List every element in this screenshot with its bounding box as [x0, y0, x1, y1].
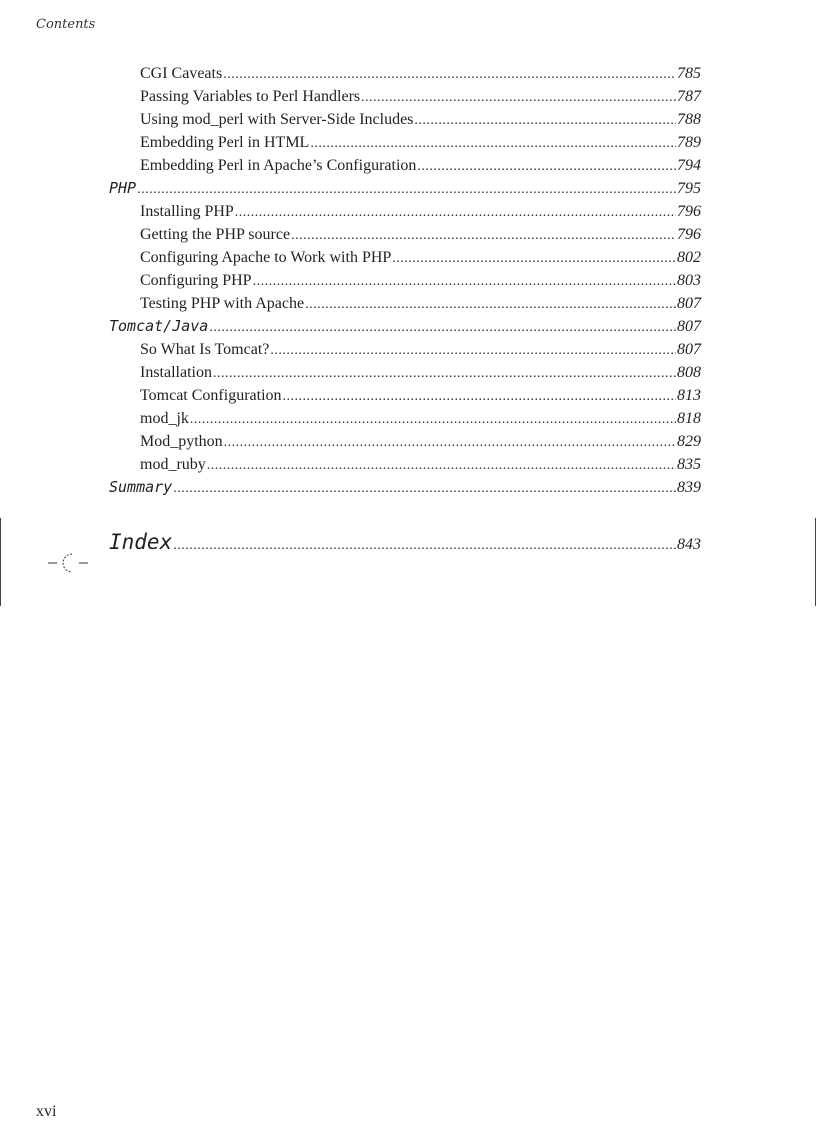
toc-entry-page: 835: [677, 456, 701, 473]
dot-leader: [310, 132, 676, 155]
toc-section-entry[interactable]: [109, 177, 701, 200]
toc-entry-page: 807: [677, 341, 701, 358]
toc-entry[interactable]: [109, 407, 701, 430]
toc-entry-page: 796: [677, 203, 701, 220]
toc-entry-title: Summary: [109, 478, 173, 496]
toc-entry-title: Configuring PHP: [140, 272, 252, 289]
dot-leader: [213, 362, 676, 385]
toc-entry-title: Index: [109, 530, 173, 554]
toc-entry-title: Using mod_perl with Server-Side Includes: [140, 111, 414, 128]
toc-entry[interactable]: [109, 361, 701, 384]
toc-entry-page: 839: [677, 479, 701, 496]
toc-entry-title: Installation: [140, 364, 212, 381]
toc-entry-page: 795: [677, 180, 701, 197]
toc-entry[interactable]: [109, 384, 701, 407]
toc-entry-page: 796: [677, 226, 701, 243]
dot-leader: [173, 477, 676, 500]
dot-leader: [173, 531, 676, 561]
crop-mark-left: [0, 518, 1, 606]
toc-entry[interactable]: [109, 269, 701, 292]
toc-entry-title: PHP: [109, 179, 137, 197]
toc-entry-page: 789: [677, 134, 701, 151]
toc-entry-page: 787: [677, 88, 701, 105]
toc-entry-title: Configuring Apache to Work with PHP: [140, 249, 392, 266]
dot-leader: [235, 201, 676, 224]
toc-entry[interactable]: [109, 430, 701, 453]
toc-entry-page: 829: [677, 433, 701, 450]
dot-leader: [209, 316, 676, 339]
dot-leader: [361, 86, 676, 109]
toc-chapter-entry[interactable]: [109, 527, 701, 557]
toc-entry-title: CGI Caveats: [140, 65, 223, 82]
dot-leader: [291, 224, 676, 247]
dot-leader: [137, 178, 676, 201]
toc-entry-page: 808: [677, 364, 701, 381]
toc-entry-title: mod_ruby: [140, 456, 206, 473]
toc-section-entry[interactable]: [109, 476, 701, 499]
dot-leader: [417, 155, 676, 178]
dot-leader: [207, 454, 676, 477]
dot-leader: [224, 431, 676, 454]
toc-entry-page: 843: [677, 536, 701, 553]
toc-entry-page: 807: [677, 295, 701, 312]
toc-entry-page: 785: [677, 65, 701, 82]
toc-entry[interactable]: [109, 62, 701, 85]
dot-leader: [414, 109, 676, 132]
toc-entry[interactable]: [109, 338, 701, 361]
toc-entry[interactable]: [109, 131, 701, 154]
toc-entry[interactable]: [109, 246, 701, 269]
toc-entry-title: Passing Variables to Perl Handlers: [140, 88, 361, 105]
toc-entry-title: Embedding Perl in Apache’s Configuration: [140, 157, 417, 174]
toc-entry[interactable]: [109, 85, 701, 108]
toc-entry-page: 813: [677, 387, 701, 404]
toc-entry[interactable]: [109, 108, 701, 131]
dot-leader: [392, 247, 676, 270]
toc-entry-page: 818: [677, 410, 701, 427]
table-of-contents: [109, 62, 701, 557]
dot-leader: [305, 293, 676, 316]
toc-entry-title: Tomcat/Java: [109, 317, 209, 335]
toc-entry-title: Testing PHP with Apache: [140, 295, 305, 312]
toc-entry-title: Installing PHP: [140, 203, 234, 220]
toc-entry[interactable]: [109, 223, 701, 246]
toc-entry-page: 803: [677, 272, 701, 289]
toc-entry-title: mod_jk: [140, 410, 189, 427]
toc-entry-page: 802: [677, 249, 701, 266]
toc-entry-title: Mod_python: [140, 433, 223, 450]
toc-entry-page: 788: [677, 111, 701, 128]
dot-leader: [270, 339, 676, 362]
toc-entry[interactable]: [109, 292, 701, 315]
toc-section-entry[interactable]: [109, 315, 701, 338]
toc-entry-title: Tomcat Configuration: [140, 387, 282, 404]
toc-entry-title: So What Is Tomcat?: [140, 341, 270, 358]
dot-leader: [283, 385, 676, 408]
running-head: Contents: [36, 17, 96, 32]
toc-entry-title: Embedding Perl in HTML: [140, 134, 310, 151]
registration-mark-icon: [46, 550, 92, 576]
toc-entry[interactable]: [109, 154, 701, 177]
dot-leader: [223, 63, 676, 86]
toc-entry-page: 794: [677, 157, 701, 174]
toc-entry-page: 807: [677, 318, 701, 335]
toc-entry-title: Getting the PHP source: [140, 226, 291, 243]
dot-leader: [190, 408, 676, 431]
toc-entry[interactable]: [109, 200, 701, 223]
toc-entry[interactable]: [109, 453, 701, 476]
page-number: xvi: [36, 1103, 57, 1120]
dot-leader: [253, 270, 676, 293]
